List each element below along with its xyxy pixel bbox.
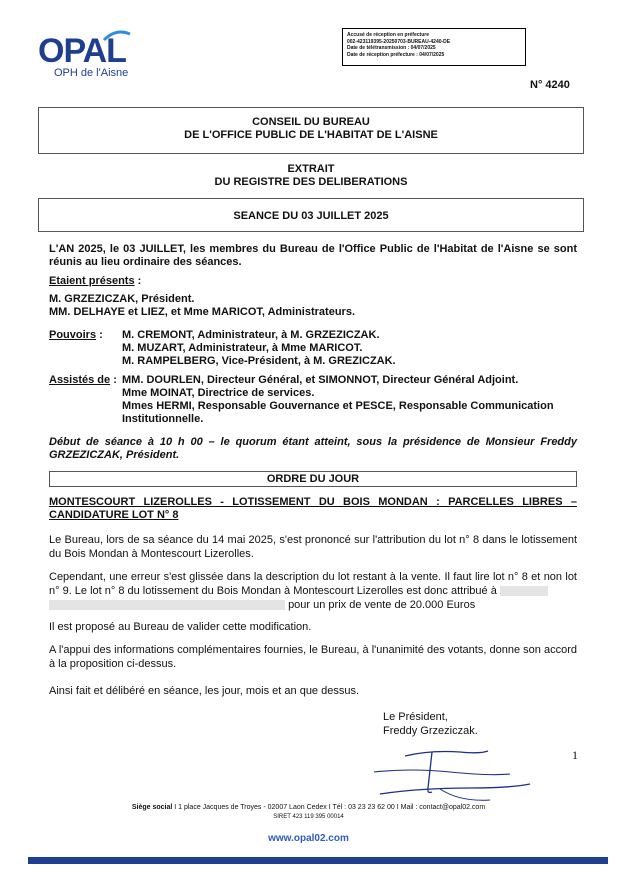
stamp-line: Accusé de réception en préfecture bbox=[347, 32, 429, 38]
title-line-2: DE L'OFFICE PUBLIC DE L'HABITAT DE L'AISNE bbox=[184, 129, 438, 141]
signature-role: Le Président, bbox=[383, 711, 448, 723]
body-paragraph-2-end: pour un prix de vente de 20.000 Euros bbox=[288, 599, 476, 611]
redacted-block bbox=[49, 600, 285, 610]
session-box bbox=[38, 198, 584, 232]
agenda-title: ORDRE DU JOUR bbox=[266, 473, 360, 485]
present-line: MM. DELHAYE et LIEZ, et Mme MARICOT, Administrateurs. bbox=[49, 306, 356, 318]
present-suffix: : bbox=[134, 275, 142, 287]
assisted-line: Mme MOINAT, Directrice de services. bbox=[122, 387, 315, 399]
footer-bar bbox=[28, 857, 608, 864]
redacted-block bbox=[500, 586, 548, 596]
body-paragraph-1: Le Bureau, lors de sa séance du 14 mai 2025, s'est prononcé sur l'attribution du lot n° 8 dans le lotissement du Bois Mondan à Montescourt Lizerolles. bbox=[49, 534, 577, 560]
agenda-box bbox=[49, 471, 577, 487]
footer-siret: SIRET 423 119 395 00014 bbox=[273, 814, 344, 820]
assisted-label-wrap bbox=[49, 374, 124, 387]
assisted-list bbox=[122, 374, 577, 426]
present-line: M. GRZEZICZAK, Président. bbox=[49, 293, 195, 305]
powers-line: M. MUZART, Administrateur, à Mme MARICOT. bbox=[122, 342, 363, 354]
powers-suffix: : bbox=[96, 329, 103, 341]
powers-label-wrap bbox=[49, 329, 109, 342]
body-paragraph-3: Il est proposé au Bureau de valider cette modification. bbox=[49, 621, 312, 633]
assisted-label: Assistés de bbox=[49, 374, 111, 386]
footer-address bbox=[0, 804, 617, 811]
stamp-line: 002-423119395-20250703-BUREAU-4240-DE bbox=[347, 38, 451, 45]
stamp-line: Date de télétransmission : 04/07/2025 bbox=[347, 45, 436, 51]
logo-subtitle: OPH de l'Aisne bbox=[54, 67, 129, 79]
signature-block bbox=[383, 710, 563, 738]
body-paragraph-2-start: Cependant, une erreur s'est glissée dans la description du lot restant à la vente. Il faut lire lot n° 8 et non lot n° 9. Le lot n° 8 du lotissement du Bois Mondan à Montescourt Lizerolles est donc attribué à bbox=[49, 571, 577, 597]
body-paragraph-4: A l'appui des informations complémentaires fournies, le Bureau, à l'unanimité des votants, donne son accord à la proposition ci-dessus. bbox=[49, 644, 577, 670]
prefecture-stamp bbox=[342, 28, 526, 66]
stamp-line: Date de réception préfecture : 04/07/2025 bbox=[347, 51, 445, 58]
body-paragraph-2 bbox=[49, 570, 577, 612]
powers-line: M. CREMONT, Administrateur, à M. GRZEZICZAK. bbox=[122, 329, 380, 341]
assisted-line: Mmes HERMI, Responsable Gouvernance et PESCE, Responsable Communication Institutionnelle. bbox=[122, 400, 554, 425]
intro-paragraph: L'AN 2025, le 03 JUILLET, les membres du Bureau de l'Office Public de l'Habitat de l'Aisne se sont réunis au lieu ordinaire des séances. bbox=[49, 243, 577, 268]
footer-address-text: I 1 place Jacques de Troyes - 02007 Laon Cedex I Tél : 03 23 23 62 00 I Mail : contact@opal02.com bbox=[172, 804, 486, 811]
footer-website-link[interactable]: www.opal02.com bbox=[268, 833, 349, 844]
extract-line-2: DU REGISTRE DES DELIBERATIONS bbox=[214, 176, 408, 188]
logo-swoosh-icon bbox=[102, 30, 132, 42]
powers-line: M. RAMPELBERG, Vice-Président, à M. GREZICZAK. bbox=[122, 355, 396, 367]
page-number: 1 bbox=[572, 748, 578, 762]
assisted-line: MM. DOURLEN, Directeur Général, et SIMONNOT, Directeur Général Adjoint. bbox=[122, 374, 519, 386]
extract-heading bbox=[38, 163, 584, 189]
present-label: Etaient présents bbox=[49, 275, 135, 287]
deliberation-number: N° 4240 bbox=[530, 79, 570, 91]
powers-list bbox=[122, 329, 577, 368]
extract-line-1: EXTRAIT bbox=[287, 163, 335, 175]
body-paragraph-5: Ainsi fait et délibéré en séance, les jour, mois et an que dessus. bbox=[49, 685, 360, 697]
session-title: SEANCE DU 03 JUILLET 2025 bbox=[233, 210, 389, 222]
subject-heading: MONTESCOURT LIZEROLLES - LOTISSEMENT DU BOIS MONDAN : PARCELLES LIBRES – CANDIDATURE LOT N° 8 bbox=[49, 496, 577, 521]
present-section bbox=[49, 275, 577, 319]
handwritten-signature-icon bbox=[370, 742, 540, 812]
signature-name: Freddy Grzeziczak. bbox=[383, 725, 478, 737]
title-line-1: CONSEIL DU BUREAU bbox=[252, 116, 370, 128]
powers-label: Pouvoirs bbox=[49, 329, 97, 341]
opening-statement: Début de séance à 10 h 00 – le quorum étant atteint, sous la présidence de Monsieur Freddy GRZEZICZAK, Président. bbox=[49, 436, 577, 461]
title-box bbox=[38, 107, 584, 154]
logo-text: OPAL bbox=[38, 32, 126, 70]
opal-logo bbox=[38, 34, 168, 79]
assisted-suffix: : bbox=[110, 374, 117, 386]
footer-label: Siège social bbox=[131, 804, 173, 811]
